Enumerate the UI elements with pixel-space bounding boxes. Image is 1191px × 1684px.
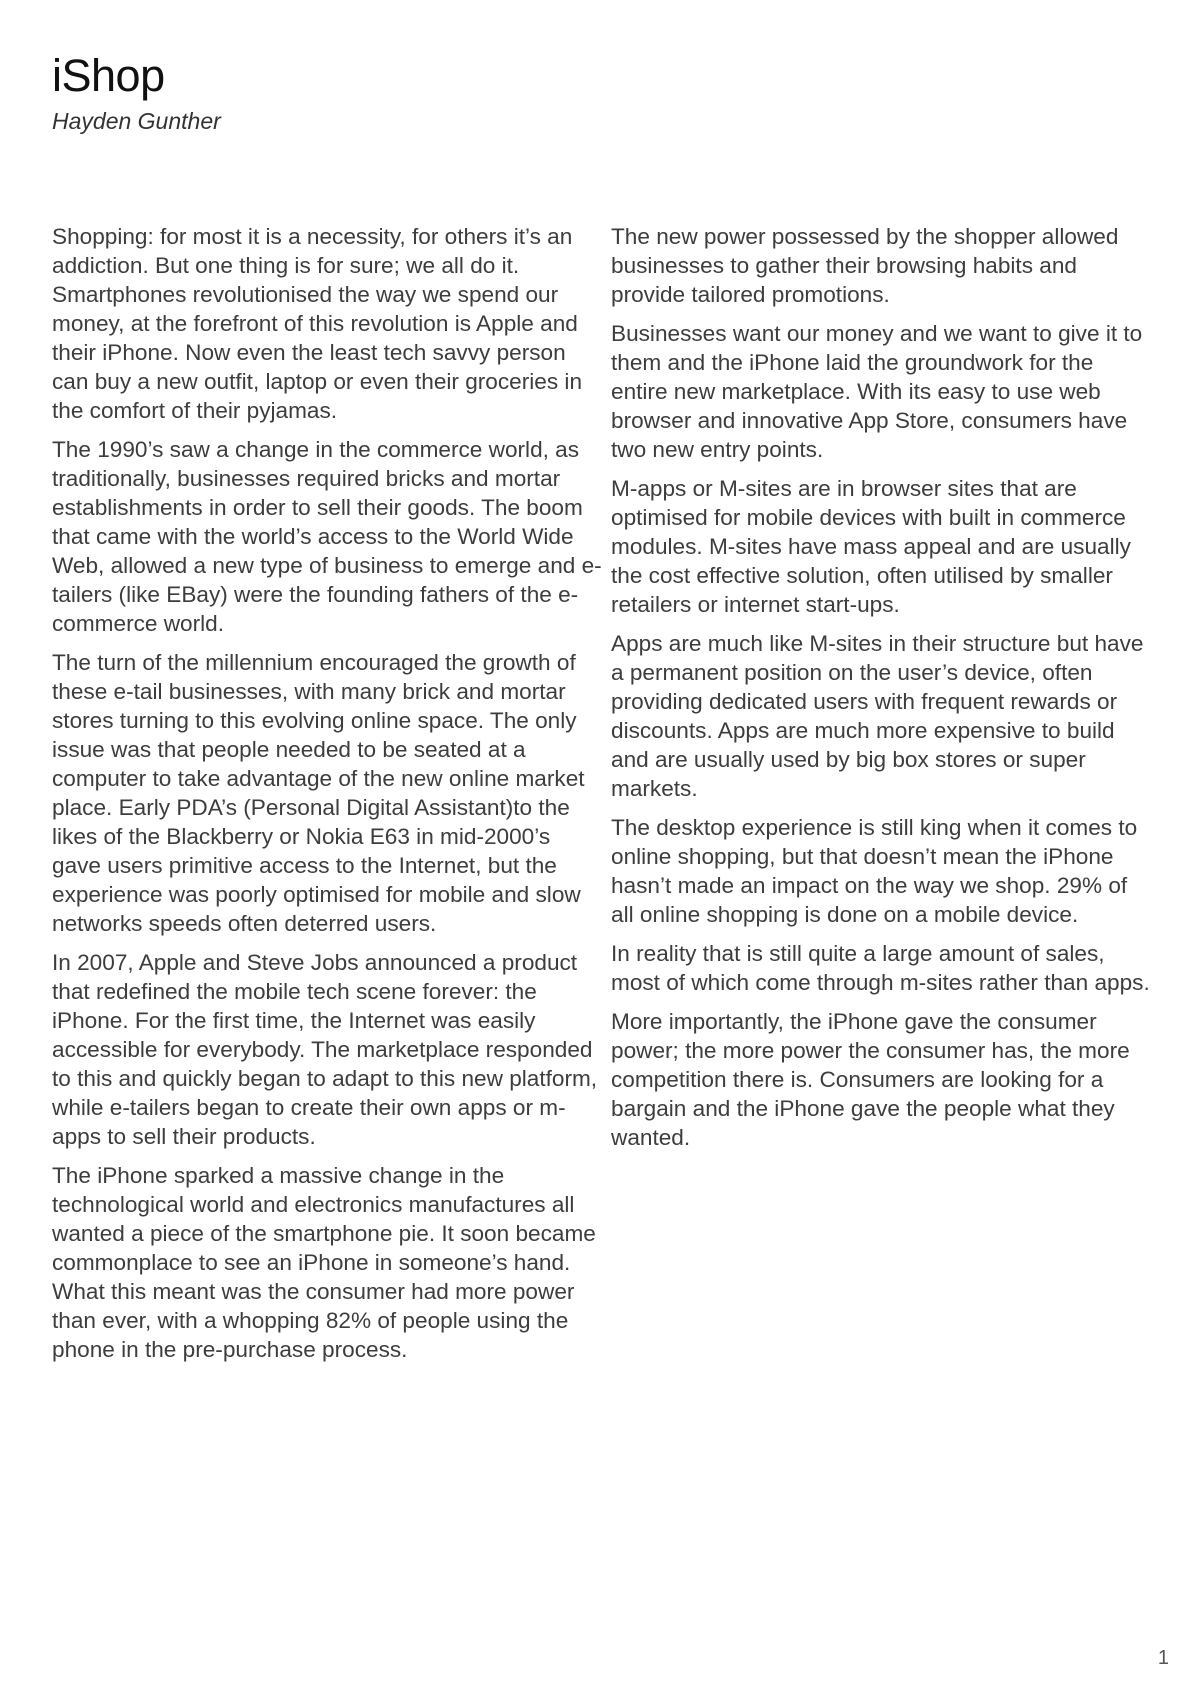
body-paragraph: The 1990’s saw a change in the commerce world, as traditionally, businesses required bricks and mortar establishments in order to sell their goods. The boom that came with the world’s access to the World Wide Web, allowed a new type of business to emerge and e-tailers (like EBay) were the founding fathers of the e-commerce world. [52,437,602,636]
left-column [52,222,602,1374]
body-paragraph: The new power possessed by the shopper allowed businesses to gather their browsing habits and provide tailored promotions. [611,224,1119,307]
body-paragraph: In 2007, Apple and Steve Jobs announced a product that redefined the mobile tech scene forever: the iPhone. For the first time, the Internet was easily accessible for everybody. The marketplace responded to this and quickly began to adapt to this new platform, while e-tailers began to create their own apps or m-apps to sell their products. [52,950,598,1149]
article-header [52,50,221,136]
body-paragraph: The iPhone sparked a massive change in the technological world and electronics manufactures all wanted a piece of the smartphone pie. It soon became commonplace to see an iPhone in someone’s hand. What this meant was the consumer had more power than ever, with a whopping 82% of people using the phone in the pre-purchase process. [52,1163,596,1362]
body-paragraph: More importantly, the iPhone gave the consumer power; the more power the consumer has, the more competition there is. Consumers are looking for a bargain and the iPhone gave the people what they wanted. [611,1009,1130,1150]
body-paragraph: Apps are much like M-sites in their structure but have a permanent position on the user’s device, often providing dedicated users with frequent rewards or discounts. Apps are much more expensive to build and are usually used by big box stores or super markets. [611,631,1144,801]
page-number: 1 [1157,1647,1169,1669]
body-paragraph: The desktop experience is still king when it comes to online shopping, but that doesn’t mean the iPhone hasn’t made an impact on the way we shop. 29% of all online shopping is done on a mobile device. [611,815,1138,927]
body-paragraph: Businesses want our money and we want to give it to them and the iPhone laid the groundwork for the entire new marketplace. With its easy to use web browser and innovative App Store, consumers have two new entry points. [611,321,1143,462]
body-paragraph: In reality that is still quite a large amount of sales, most of which come through m-sites rather than apps. [611,941,1150,995]
right-column [611,222,1156,1162]
body-paragraph: M-apps or M-sites are in browser sites that are optimised for mobile devices with built in commerce modules. M-sites have mass appeal and are usually the cost effective solution, often utilised by smaller retailers or internet start-ups. [611,476,1131,617]
article-author: Hayden Gunther [52,108,221,134]
body-paragraph: The turn of the millennium encouraged the growth of these e-tail businesses, with many brick and mortar stores turning to this evolving online space. The only issue was that people needed to be seated at a computer to take advantage of the new online market place. Early PDA’s (Personal Digital Assistant)to the likes of the Blackberry or Nokia E63 in mid-2000’s gave users primitive access to the Internet, but the experience was poorly optimised for mobile and slow networks speeds often deterred users. [52,650,585,936]
article-title: iShop [52,50,165,101]
body-paragraph: Shopping: for most it is a necessity, for others it’s an addiction. But one thing is for sure; we all do it. Smartphones revolutionised the way we spend our money, at the forefront of this revolution is Apple and their iPhone. Now even the least tech savvy person can buy a new outfit, laptop or even their groceries in the comfort of their pyjamas. [52,224,583,423]
